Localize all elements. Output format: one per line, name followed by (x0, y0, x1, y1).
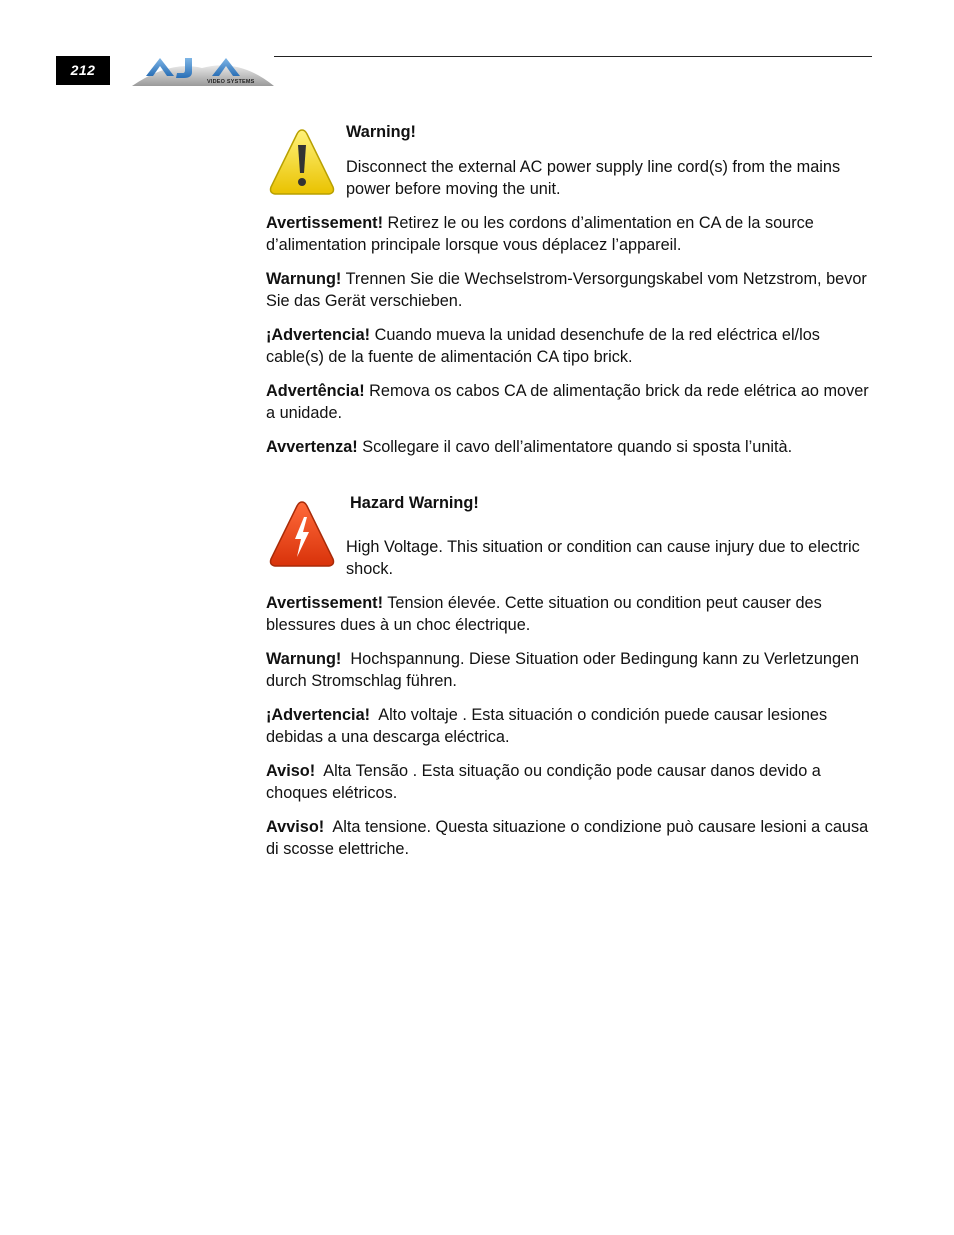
translation-label: Avertissement! (266, 594, 384, 612)
translation-label: ¡Advertencia! (266, 706, 371, 724)
warning-translation-es (266, 324, 872, 368)
warning-text: Disconnect the external AC power supply line cord(s) from the mains power before moving the unit. (346, 158, 841, 198)
high-voltage-icon (268, 499, 336, 569)
hazard-translation-pt (266, 760, 872, 804)
warning-translation-de (266, 268, 872, 312)
translation-text: Remova os cabos CA de alimentação brick da rede elétrica ao mover a unidade. (266, 382, 869, 422)
translation-text: Alta Tensão . Esta situação ou condição pode causar danos devido a choques elétricos. (266, 762, 826, 802)
translation-label: Avviso! (266, 818, 325, 836)
translation-label: Avvertenza! (266, 438, 358, 456)
hazard-translation-fr (266, 592, 872, 636)
hazard-translation-es (266, 704, 872, 748)
translation-text: Retirez le ou les cordons d’alimentation en CA de la source d’alimentation principale lorsque vous déplacez l’appareil. (266, 214, 814, 254)
warning-triangle-icon (268, 127, 336, 197)
hazard-text: High Voltage. This situation or condition can cause injury due to electric shock. (346, 538, 860, 578)
translation-label: Warnung! (266, 650, 342, 668)
logo-subtext: VIDEO SYSTEMS (207, 79, 255, 85)
translation-text: Tension élevée. Cette situation ou condition peut causer des blessures dues à un choc électrique. (266, 594, 822, 634)
warning-translation-it (266, 436, 872, 458)
translation-text: Alto voltaje . Esta situación o condición puede causar lesiones debidas a una descarga eléctrica. (266, 706, 832, 746)
translation-text: Scollegare il cavo dell’alimentatore quando si sposta l’unità. (357, 438, 793, 456)
warning-title: Warning! (346, 123, 416, 141)
hazard-title: Hazard Warning! (350, 494, 479, 512)
translation-text: Alta tensione. Questa situazione o condizione può causare lesioni a causa di scosse elettriche. (266, 818, 873, 858)
warning-translation-fr (266, 212, 872, 256)
page-number: 212 (56, 56, 110, 85)
hazard-translation-de (266, 648, 872, 692)
translation-label: Avertissement! (266, 214, 384, 232)
translation-label: ¡Advertencia! (266, 326, 371, 344)
translation-text: Cuando mueva la unidad desenchufe de la red eléctrica el/los cable(s) de la fuente de alimentación CA tipo brick. (266, 326, 820, 366)
header-rule (274, 56, 872, 57)
translation-label: Warnung! (266, 270, 342, 288)
translation-text: Trennen Sie die Wechselstrom-Versorgungskabel vom Netzstrom, bevor Sie das Gerät verschieben. (266, 270, 867, 310)
translation-label: Aviso! (266, 762, 316, 780)
logo-text: AJA (130, 54, 132, 55)
warning-translation-pt (266, 380, 872, 424)
translation-label: Advertência! (266, 382, 365, 400)
translation-text: Hochspannung. Diese Situation oder Bedingung kann zu Verletzungen durch Stromschlag führen. (266, 650, 864, 690)
hazard-translation-it (266, 816, 872, 860)
